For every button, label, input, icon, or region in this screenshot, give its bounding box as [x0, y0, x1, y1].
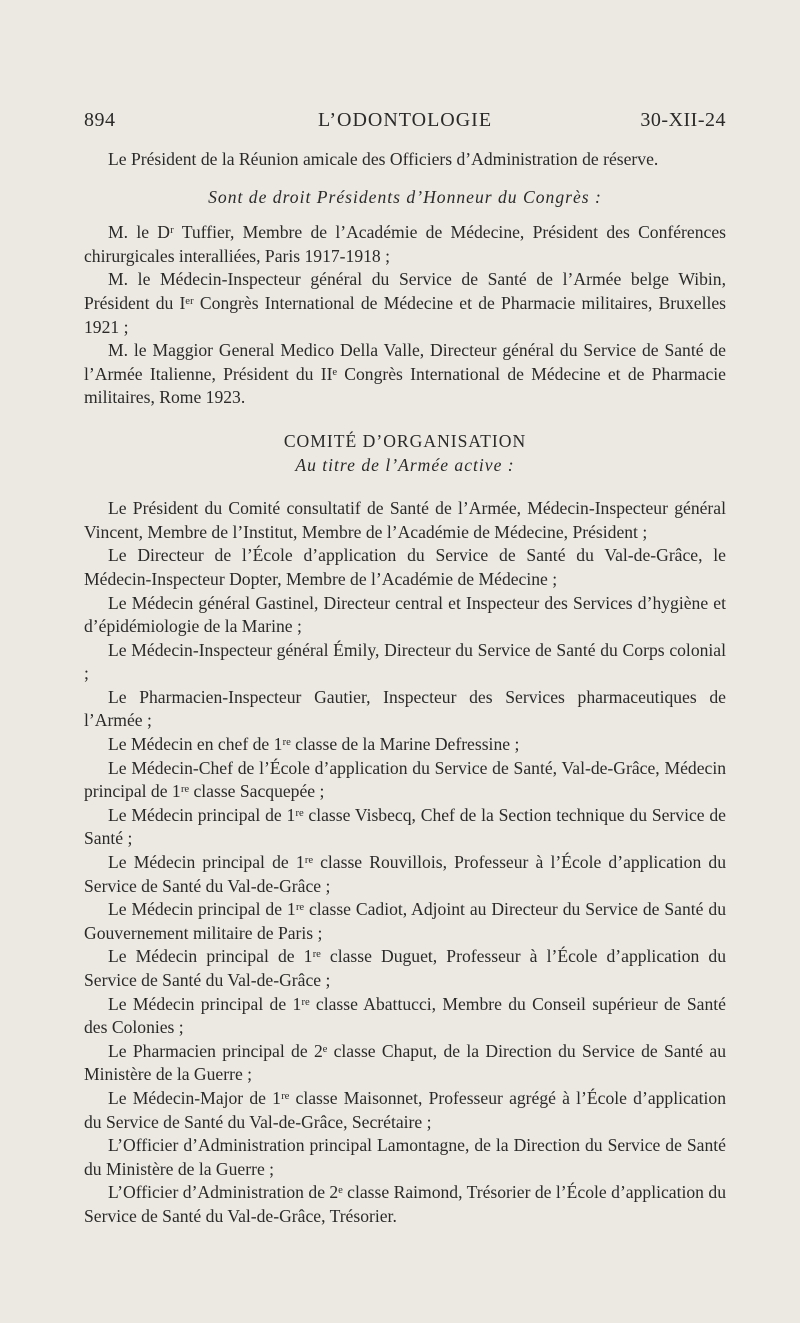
committee-subtitle: Au titre de l’Armée active :: [295, 454, 515, 475]
honorary-entry: M. le Médecin-Inspecteur général du Service de Santé de l’Armée belge Wibin, Président du Iᵉʳ Congrès International de Médecine et de Pharmacie militaires, Bruxelles 1921 ;: [84, 269, 726, 337]
honorary-entry: M. le Dʳ Tuffier, Membre de l’Académie de Médecine, Président des Conférences chirurgicales interalliées, Paris 1917-1918 ;: [84, 222, 726, 266]
committee-entry: Le Médecin-Chef de l’École d’application du Service de Santé, Val-de-Grâce, Médecin principal de 1ʳᵉ classe Sacquepée ;: [84, 757, 726, 802]
page-number: 894: [84, 109, 116, 131]
continued-paragraph: Le Président de la Réunion amicale des Officiers d’Administration de réserve.: [108, 149, 659, 169]
committee-entry: Le Pharmacien-Inspecteur Gautier, Inspecteur des Services pharmaceutiques de l’Armée ;: [84, 686, 726, 731]
committee-entry: Le Médecin principal de 1ʳᵉ classe Visbecq, Chef de la Section technique du Service de Santé ;: [84, 804, 726, 849]
committee-entry: Le Pharmacien principal de 2ᵉ classe Chaput, de la Direction du Service de Santé au Ministère de la Guerre ;: [84, 1040, 726, 1085]
committee-entry: Le Médecin en chef de 1ʳᵉ classe de la Marine Defressine ;: [108, 734, 520, 755]
committee-entry: Le Médecin principal de 1ʳᵉ classe Cadiot, Adjoint au Directeur du Service de Santé du Gouvernement militaire de Paris ;: [84, 899, 726, 943]
committee-entry: Le Médecin principal de 1ʳᵉ classe Duguet, Professeur à l’École d’application du Service de Santé du Val-de-Grâce ;: [84, 946, 726, 990]
committee-entry: Le Médecin général Gastinel, Directeur central et Inspecteur des Services d’hygiène et d’épidémiologie de la Marine ;: [84, 592, 726, 637]
committee-entry: Le Médecin principal de 1ʳᵉ classe Rouvillois, Professeur à l’École d’application du Service de Santé du Val-de-Grâce ;: [84, 852, 726, 896]
committee-title: COMITÉ D’ORGANISATION: [283, 430, 527, 451]
committee-entry: Le Médecin-Major de 1ʳᵉ classe Maisonnet, Professeur agrégé à l’École d’application du Service de Santé du Val-de-Grâce, Secrétaire ;: [84, 1087, 726, 1132]
honorary-heading: Sont de droit Présidents d’Honneur du Congrès :: [208, 186, 602, 207]
committee-entry: Le Médecin-Inspecteur général Émily, Directeur du Service de Santé du Corps colonial ;: [84, 639, 726, 684]
issue-date: 30-XII-24: [640, 109, 726, 131]
body-text: [84, 148, 726, 1229]
committee-entry: L’Officier d’Administration de 2ᵉ classe Raimond, Trésorier de l’École d’application du Service de Santé du Val-de-Grâce, Trésorier.: [84, 1182, 726, 1226]
committee-entry: Le Directeur de l’École d’application du Service de Santé du Val-de-Grâce, le Médecin-Inspecteur Dopter, Membre de l’Académie de Médecine ;: [84, 545, 726, 589]
journal-title: L’ODONTOLOGIE: [317, 109, 493, 131]
committee-entry: L’Officier d’Administration principal Lamontagne, de la Direction du Service de Santé du Ministère de la Guerre ;: [84, 1135, 726, 1179]
committee-entry: Le Médecin principal de 1ʳᵉ classe Abattucci, Membre du Conseil supérieur de Santé des Colonies ;: [84, 993, 726, 1038]
honorary-entry: M. le Maggior General Medico Della Valle, Directeur général du Service de Santé de l’Armée Italienne, Président du IIᵉ Congrès International de Médecine et de Pharmacie militaires, Rome 1923.: [84, 340, 726, 408]
committee-entry: Le Président du Comité consultatif de Santé de l’Armée, Médecin-Inspecteur général Vincent, Membre de l’Institut, Membre de l’Académie de Médecine, Président ;: [84, 498, 726, 542]
running-header: [84, 109, 726, 139]
